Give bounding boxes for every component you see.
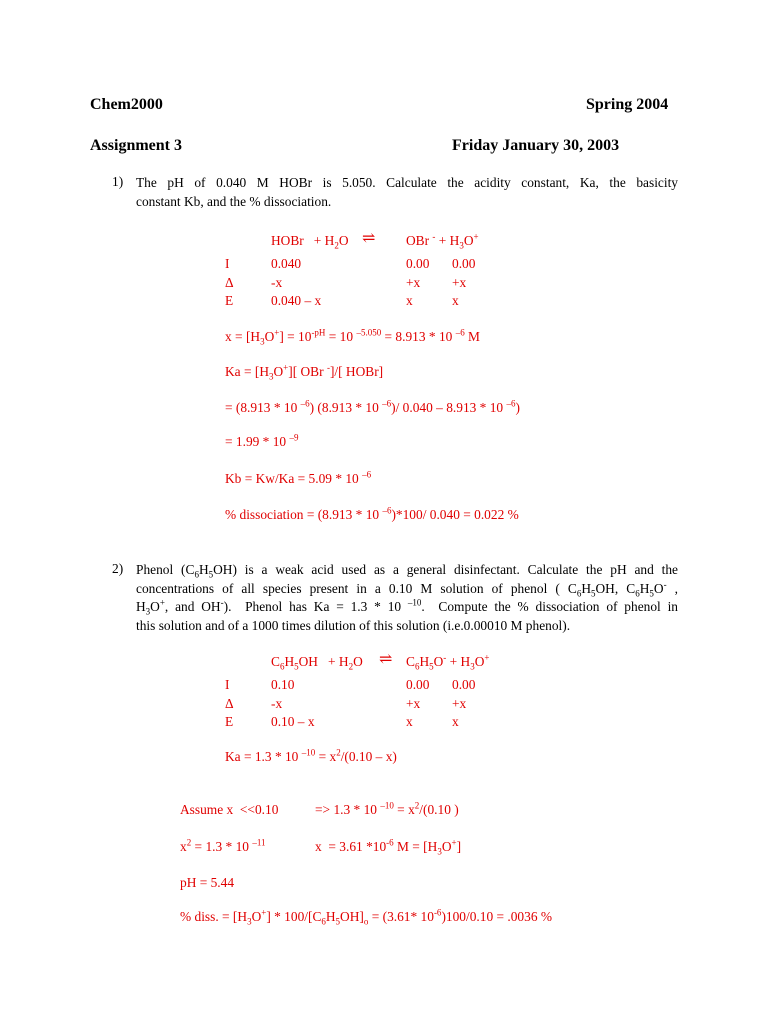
ice-cell: 0.10: [271, 677, 295, 692]
question-2-text: [136, 561, 678, 635]
question-2-line: Phenol $(C_6H_5OH)$ is a weak acid used as a general disinfectant. Calculate the pH and the: [136, 562, 679, 580]
q2-assumption-result: => 1.3 * 10 $^{-10} = x^2/(0.10$ ): [315, 800, 459, 817]
q1-reaction-reactants: HOBr + $H_2O$: [271, 233, 349, 251]
q1-calc-x: $x = [H_3O^+] = 10^{-pH} = 10$ $^{-5.050}$ = 8.913 * 10 $^{-6}$ M: [225, 327, 480, 347]
term-label: Spring 2004: [586, 96, 669, 113]
ice-cell: +x: [406, 275, 421, 290]
ice-cell: 0.00: [406, 256, 430, 271]
course-title: Chem2000: [90, 96, 163, 113]
ice-label: Δ: [225, 696, 234, 711]
ice-label: E: [225, 293, 234, 308]
q2-reaction-reactants: $C_6H_5OH + H_2O$: [271, 654, 363, 672]
ice-cell: x: [452, 293, 459, 308]
q1-calc-ka-substitution: = (8.913 * 10 $^{-6}$) (8.913 * 10 $^{-6}$)/ 0.040 – 8.913 * 10 $^{-6}$): [225, 398, 520, 415]
ice-cell: x: [406, 714, 413, 729]
ice-label: E: [225, 714, 234, 729]
ice-cell: 0.00: [452, 677, 476, 692]
ice-cell: 0.00: [452, 256, 476, 271]
ice-cell: x: [452, 714, 459, 729]
q2-calc-ka: Ka = 1.3 * 10 $^{-10} = x^2/(0.10 - x)$: [225, 747, 397, 764]
ice-cell: 0.00: [406, 677, 430, 692]
q1-calc-dissociation: % dissociation = (8.913 * 10 $^{-6}$)*100/ 0.040 = 0.022 %: [225, 505, 519, 522]
question-2-number: 2): [112, 561, 124, 576]
ice-cell: +x: [452, 696, 467, 711]
q2-ph: pH = 5.44: [180, 875, 235, 890]
ice-label: Δ: [225, 275, 234, 290]
ice-cell: 0.10 – x: [271, 714, 315, 729]
question-1-number: 1): [112, 174, 124, 189]
question-2-line: this solution and of a 1000 times dilution of this solution (i.e.0.00010 M phenol).: [136, 617, 571, 633]
q1-calc-ka-value: = 1.99 * 10 $^{-9}$: [225, 432, 299, 449]
equilibrium-arrow-icon: ⇌: [362, 230, 376, 247]
ice-label: I: [225, 256, 230, 271]
q2-assumption: Assume x <<0.10: [180, 802, 279, 817]
q1-calc-ka: $Ka = [H_3O^+]$[ OBr -]/[ HOBr]: [225, 362, 384, 382]
equilibrium-arrow-icon: ⇌: [379, 651, 393, 668]
ice-cell: +x: [452, 275, 467, 290]
question-2-line: concentrations of all species present in a 0.10 M solution of phenol ( $C_6H_5OH$, $C_6H_5O^-$ ,: [136, 579, 678, 599]
q2-x-value: x = 3.61 $*10^{-6}$ $M = [H_3O^+]$: [315, 837, 462, 857]
q1-calc-kb: Kb = Kw/Ka = 5.09 * 10 $^{-6}$: [225, 469, 372, 486]
q2-reaction-products: $C_6H_5O^- + H_3O^+$: [406, 652, 490, 672]
ice-cell: +x: [406, 696, 421, 711]
ice-cell: -x: [271, 275, 283, 290]
ice-cell: 0.040 – x: [271, 293, 322, 308]
q2-dissociation: % diss. = $[H_3O^+] * 100/[C_6H_5OH]_o = (3.61*$ $10^{-6})100/0.10 = .0036$ %: [180, 907, 553, 927]
ice-label: I: [225, 677, 230, 692]
ice-cell: x: [406, 293, 413, 308]
question-2-line: $H_3O^+$, and OH-). Phenol has Ka = 1.3 * 10 $^{-10}$. Compute the % dissociation of phenol in: [136, 597, 678, 617]
q2-x-squared: $x^2 = 1.3 * 10$ $^{-11}$: [180, 837, 266, 854]
assignment-date: Friday January 30, 2003: [452, 137, 620, 154]
question-1-line: The pH of 0.040 M HOBr is 5.050. Calculate the acidity constant, Ka, the basicity: [136, 175, 678, 190]
question-1-line: constant Kb, and the % dissociation.: [136, 193, 332, 209]
q1-reaction-products: OBr $^- + H_3O^+$: [406, 231, 479, 251]
question-1-text: [136, 174, 678, 211]
ice-cell: -x: [271, 696, 283, 711]
ice-cell: 0.040: [271, 256, 302, 271]
assignment-title: Assignment 3: [90, 137, 183, 154]
